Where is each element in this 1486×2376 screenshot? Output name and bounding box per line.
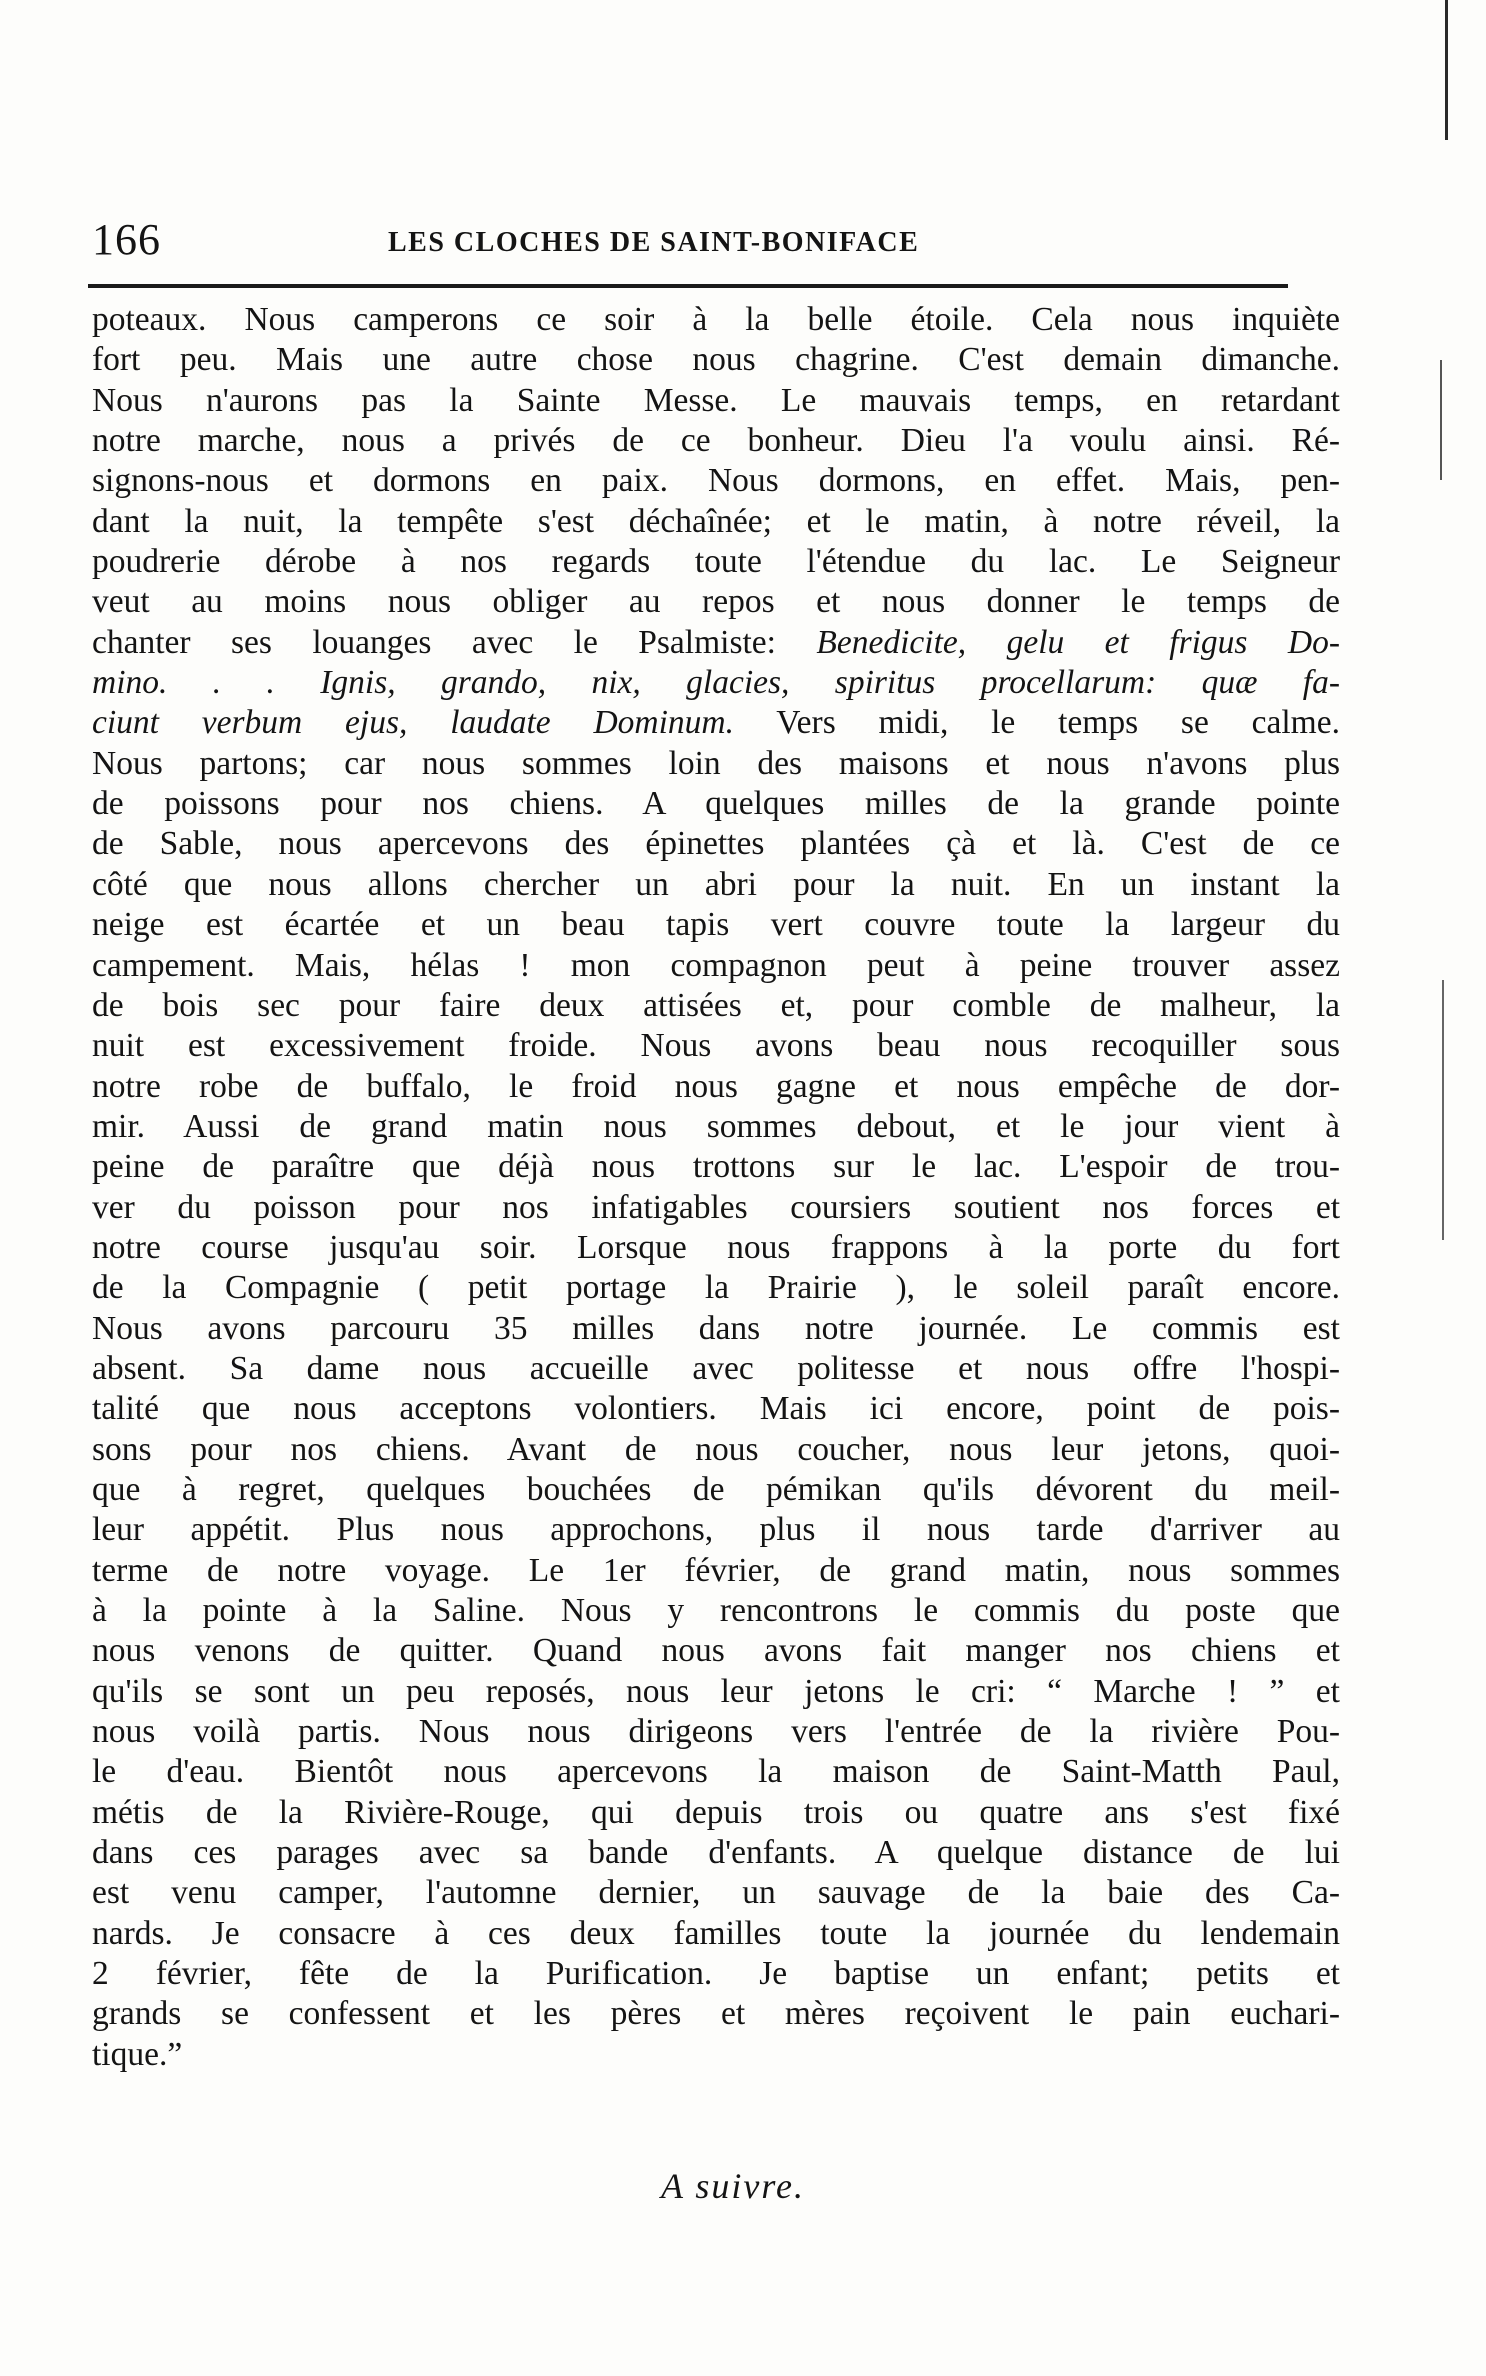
text-line: nuit est excessivement froide. Nous avons beau nous recoquiller sous	[92, 1027, 1340, 1065]
text-line: neige est écartée et un beau tapis vert couvre toute la largeur du	[92, 906, 1340, 944]
text-line: nous voilà partis. Nous nous dirigeons vers l'entrée de la rivière Pou-	[92, 1713, 1340, 1751]
text-line	[92, 663, 1340, 703]
text-line: dant la nuit, la tempête s'est déchaînée; et le matin, à notre réveil, la	[92, 502, 1340, 540]
text-line: Nous n'aurons pas la Sainte Messe. Le mauvais temps, en retardant	[92, 381, 1340, 419]
text-line: terme de notre voyage. Le 1er février, de grand matin, nous sommes	[92, 1551, 1340, 1589]
latin-quote: mino. . .	[92, 664, 275, 702]
running-head: LES CLOCHES DE SAINT-BONIFACE	[388, 227, 920, 258]
text-line: absent. Sa dame nous accueille avec politesse et nous offre l'hospi-	[92, 1349, 1340, 1387]
text-line: veut au moins nous obliger au repos et nous donner le temps de	[92, 583, 1340, 621]
text-line: Nous partons; car nous sommes loin des maisons et nous n'avons plus	[92, 744, 1340, 782]
text-line: nards. Je consacre à ces deux familles toute la journée du lendemain	[92, 1914, 1340, 1952]
text-line: sons pour nos chiens. Avant de nous coucher, nous leur jetons, quoi-	[92, 1430, 1340, 1468]
text-line	[92, 623, 1340, 663]
text-line: métis de la Rivière-Rouge, qui depuis trois ou quatre ans s'est fixé	[92, 1793, 1340, 1831]
scan-edge-mark	[1445, 0, 1448, 140]
text-line: poteaux. Nous camperons ce soir à la belle étoile. Cela nous inquiète	[92, 301, 1340, 338]
text-line: notre marche, nous a privés de ce bonheur. Dieu l'a voulu ainsi. Ré-	[92, 422, 1340, 460]
text-line: ver du poisson pour nos infatigables coursiers soutient nos forces et	[92, 1188, 1340, 1226]
text-segment: Vers midi, le temps se calme.	[776, 704, 1340, 742]
text-line: talité que nous acceptons volontiers. Mais ici encore, point de pois-	[92, 1390, 1340, 1428]
body-text	[92, 300, 1340, 2075]
text-line: de bois sec pour faire deux attisées et, pour comble de malheur, la	[92, 986, 1340, 1024]
page-header	[92, 210, 1290, 270]
text-line: est venu camper, l'automne dernier, un sauvage de la baie des Ca-	[92, 1874, 1340, 1912]
text-line: 2 février, fête de la Purification. Je baptise un enfant; petits et	[92, 1955, 1340, 1993]
text-line: tique.”	[92, 2035, 183, 2073]
text-line: côté que nous allons chercher un abri pour la nuit. En un instant la	[92, 865, 1340, 903]
scan-edge-mark	[1442, 980, 1444, 1240]
text-line: de poissons pour nos chiens. A quelques milles de la grande pointe	[92, 785, 1340, 823]
text-line: que à regret, quelques bouchées de pémikan qu'ils dévorent du meil-	[92, 1470, 1340, 1508]
text-line	[92, 703, 1340, 743]
text-line: le d'eau. Bientôt nous apercevons la maison de Saint-Matth Paul,	[92, 1753, 1340, 1791]
text-line: nous venons de quitter. Quand nous avons fait manger nos chiens et	[92, 1632, 1340, 1670]
text-line: leur appétit. Plus nous approchons, plus il nous tarde d'arriver au	[92, 1511, 1340, 1549]
text-line: notre course jusqu'au soir. Lorsque nous frappons à la porte du fort	[92, 1228, 1340, 1266]
text-line: signons-nous et dormons en paix. Nous dormons, en effet. Mais, pen-	[92, 462, 1340, 500]
to-be-continued	[0, 2162, 1486, 2210]
text-line: poudrerie dérobe à nos regards toute l'étendue du lac. Le Seigneur	[92, 543, 1340, 581]
text-line: grands se confessent et les pères et mères reçoivent le pain euchari-	[92, 1995, 1340, 2033]
text-line: mir. Aussi de grand matin nous sommes debout, et le jour vient à	[92, 1107, 1340, 1145]
text-line: de Sable, nous apercevons des épinettes plantées çà et là. C'est de ce	[92, 825, 1340, 863]
text-line: Nous avons parcouru 35 milles dans notre journée. Le commis est	[92, 1309, 1340, 1347]
text-segment: chanter ses louanges avec le Psalmiste:	[92, 623, 776, 661]
latin-quote: ciunt verbum ejus, laudate Dominum.	[92, 704, 734, 742]
latin-quote: Ignis, grando, nix, glacies, spiritus procellarum: quæ fa-	[320, 664, 1341, 702]
text-line: peine de paraître que déjà nous trottons sur le lac. L'espoir de trou-	[92, 1148, 1340, 1186]
to-be-continued-text: A suivre.	[661, 2166, 805, 2206]
page-number: 166	[92, 215, 161, 264]
text-line: campement. Mais, hélas ! mon compagnon peut à peine trouver assez	[92, 946, 1340, 984]
text-line: qu'ils se sont un peu reposés, nous leur jetons le cri: “ Marche ! ” et	[92, 1672, 1340, 1710]
text-line: fort peu. Mais une autre chose nous chagrine. C'est demain dimanche.	[92, 341, 1340, 379]
text-line: de la Compagnie ( petit portage la Prairie ), le soleil paraît encore.	[92, 1269, 1340, 1307]
text-line: dans ces parages avec sa bande d'enfants. A quelque distance de lui	[92, 1834, 1340, 1872]
scan-edge-mark	[1440, 360, 1442, 480]
latin-quote: Benedicite, gelu et frigus Do-	[816, 623, 1340, 661]
text-line: notre robe de buffalo, le froid nous gagne et nous empêche de dor-	[92, 1067, 1340, 1105]
text-line: à la pointe à la Saline. Nous y rencontrons le commis du poste que	[92, 1592, 1340, 1629]
header-rule	[88, 284, 1288, 288]
